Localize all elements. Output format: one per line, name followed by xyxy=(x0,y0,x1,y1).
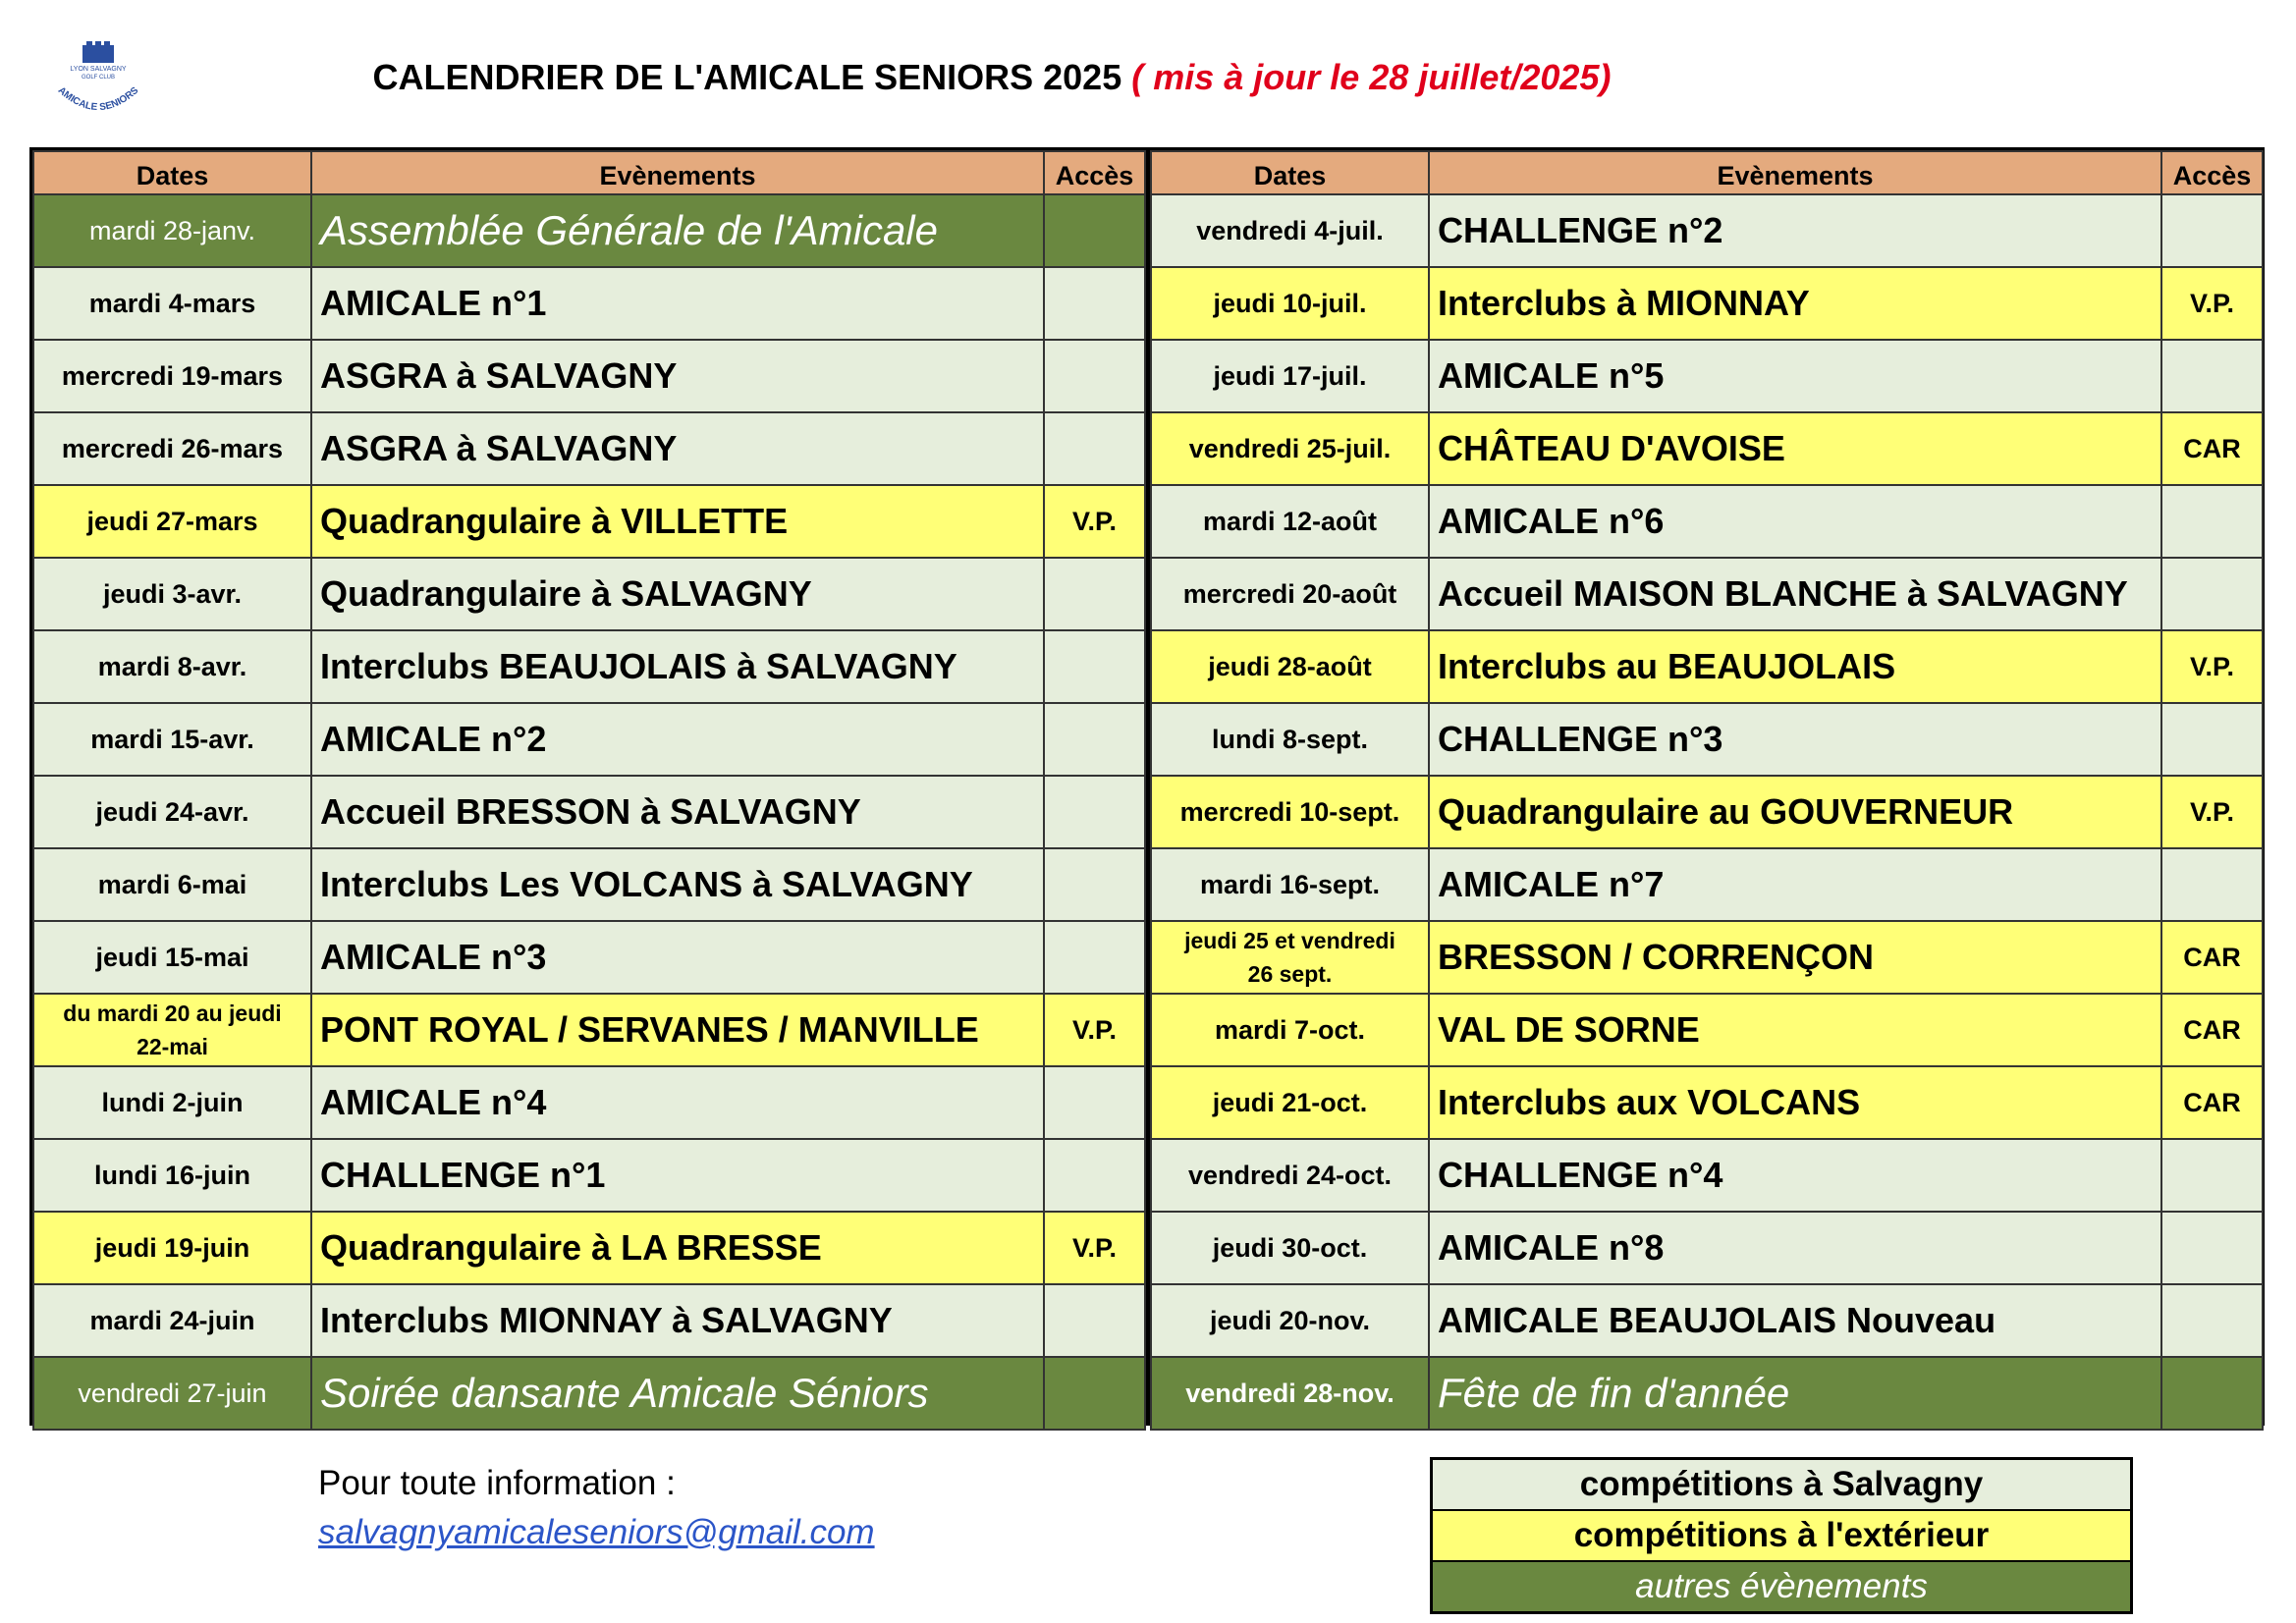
date-day: vendredi xyxy=(1196,215,1307,245)
event-cell: AMICALE n°6 xyxy=(1429,485,2161,558)
calendar-row xyxy=(1151,267,2263,340)
calendar-row xyxy=(1151,1357,2263,1430)
date-value: 4-mars xyxy=(168,288,256,318)
calendar-row xyxy=(1151,558,2263,630)
date-day: jeudi xyxy=(1208,651,1271,681)
logo-line: LYON SALVAGNY xyxy=(70,66,127,73)
calendar-row xyxy=(1151,412,2263,485)
event-cell: Interclubs à MIONNAY xyxy=(1429,267,2161,340)
calendar-row xyxy=(33,630,1145,703)
event-cell: Quadrangulaire à SALVAGNY xyxy=(311,558,1044,630)
date-day: mardi xyxy=(90,724,163,754)
date-cell xyxy=(33,340,311,412)
date-value: 21-oct. xyxy=(1282,1087,1368,1117)
date-value: 17-juil. xyxy=(1283,360,1367,391)
date-day: mercredi xyxy=(1182,578,1295,609)
access-cell: V.P. xyxy=(1044,1212,1145,1284)
date-cell xyxy=(1151,267,1429,340)
date-day: jeudi xyxy=(86,506,149,536)
date-cell xyxy=(33,1066,311,1139)
event-cell: AMICALE BEAUJOLAIS Nouveau xyxy=(1429,1284,2161,1357)
date-day: mercredi xyxy=(61,360,174,391)
date-day: mardi xyxy=(88,215,156,245)
date-cell xyxy=(33,994,311,1066)
date-value: 26-mars xyxy=(181,433,284,463)
calendar-row xyxy=(33,1212,1145,1284)
calendar-row xyxy=(33,848,1145,921)
event-cell: CHALLENGE n°3 xyxy=(1429,703,2161,776)
event-cell: CHALLENGE n°2 xyxy=(1429,194,2161,267)
date-value: 8-avr. xyxy=(177,651,247,681)
calendar-row xyxy=(1151,703,2263,776)
date-day: du mardi 20 au jeudi xyxy=(63,1001,282,1026)
date-day: vendredi xyxy=(1188,433,1300,463)
date-value: 2-juin xyxy=(172,1087,244,1117)
calendar-row xyxy=(33,1284,1145,1357)
calendar-row xyxy=(1151,994,2263,1066)
date-value: 16-sept. xyxy=(1280,869,1381,899)
calendar-table-left xyxy=(32,150,1146,1431)
event-cell: AMICALE n°1 xyxy=(311,267,1044,340)
access-cell xyxy=(1044,776,1145,848)
date-cell xyxy=(33,412,311,485)
date-cell xyxy=(33,194,311,267)
event-cell: Quadrangulaire à LA BRESSE xyxy=(311,1212,1044,1284)
event-cell: PONT ROYAL / SERVANES / MANVILLE xyxy=(311,994,1044,1066)
event-cell: CHALLENGE n°1 xyxy=(311,1139,1044,1212)
access-cell xyxy=(1044,921,1145,994)
event-cell: Interclubs MIONNAY à SALVAGNY xyxy=(311,1284,1044,1357)
header-row xyxy=(1151,151,2263,194)
access-cell xyxy=(1044,1139,1145,1212)
date-value: 19-mars xyxy=(181,360,284,391)
date-day: jeudi xyxy=(94,1232,157,1263)
access-cell xyxy=(1044,558,1145,630)
access-cell xyxy=(1044,412,1145,485)
access-cell xyxy=(1044,703,1145,776)
calendar-row xyxy=(33,921,1145,994)
header-dates: Dates xyxy=(1151,151,1429,194)
date-day: lundi xyxy=(93,1160,158,1190)
calendar-row xyxy=(1151,485,2263,558)
event-cell: CHALLENGE n°4 xyxy=(1429,1139,2161,1212)
date-cell xyxy=(33,267,311,340)
access-cell xyxy=(1044,630,1145,703)
calendar-row xyxy=(1151,848,2263,921)
logo-line: GOLF CLUB xyxy=(81,75,116,81)
event-cell: Accueil MAISON BLANCHE à SALVAGNY xyxy=(1429,558,2161,630)
access-cell: CAR xyxy=(2161,994,2263,1066)
access-cell: V.P. xyxy=(1044,994,1145,1066)
date-value: 27-mars xyxy=(155,506,258,536)
access-cell xyxy=(2161,848,2263,921)
date-value: 12-août xyxy=(1283,506,1378,536)
date-day: lundi xyxy=(1211,724,1276,754)
calendar-row xyxy=(1151,1284,2263,1357)
date-cell xyxy=(33,848,311,921)
date-cell xyxy=(1151,194,1429,267)
calendar-row xyxy=(33,194,1145,267)
date-cell xyxy=(33,703,311,776)
access-cell: V.P. xyxy=(2161,776,2263,848)
access-cell xyxy=(2161,1212,2263,1284)
date-value: 28-janv. xyxy=(162,215,256,245)
calendar-row xyxy=(33,1357,1145,1430)
date-cell xyxy=(1151,630,1429,703)
calendar-row xyxy=(1151,630,2263,703)
event-cell: AMICALE n°2 xyxy=(311,703,1044,776)
event-cell: Quadrangulaire au GOUVERNEUR xyxy=(1429,776,2161,848)
header-dates: Dates xyxy=(33,151,311,194)
calendar-row xyxy=(33,776,1145,848)
calendar-row xyxy=(33,267,1145,340)
rows-right xyxy=(1151,194,2263,1430)
date-cell xyxy=(33,485,311,558)
title-update: ( mis à jour le 28 juillet/2025) xyxy=(1131,57,1612,97)
rows-left xyxy=(33,194,1145,1430)
access-cell: CAR xyxy=(2161,921,2263,994)
calendar-row xyxy=(1151,1212,2263,1284)
event-cell: Fête de fin d'année xyxy=(1429,1357,2161,1430)
header-access: Accès xyxy=(1044,151,1145,194)
date-cell xyxy=(33,630,311,703)
date-day: mardi xyxy=(97,869,171,899)
calendar-panel-right xyxy=(1147,147,2265,1426)
date-value: 24-juin xyxy=(169,1305,255,1335)
date-cell xyxy=(33,776,311,848)
email-link[interactable]: salvagnyamicaleseniors@gmail.com xyxy=(318,1513,875,1551)
legend-away: compétitions à l'extérieur xyxy=(1433,1511,2130,1562)
event-cell: Interclubs Les VOLCANS à SALVAGNY xyxy=(311,848,1044,921)
date-cell xyxy=(33,1212,311,1284)
date-cell xyxy=(1151,994,1429,1066)
access-cell xyxy=(1044,1357,1145,1430)
date-cell xyxy=(1151,1066,1429,1139)
date-day: jeudi xyxy=(1209,1305,1272,1335)
event-cell: AMICALE n°4 xyxy=(311,1066,1044,1139)
date-cell xyxy=(33,1357,311,1430)
date-value: 8-sept. xyxy=(1282,724,1369,754)
date-value: 26 sept. xyxy=(1247,961,1333,987)
club-logo xyxy=(39,39,157,137)
calendar-row xyxy=(33,340,1145,412)
date-value: 27-juin xyxy=(187,1378,267,1408)
calendar-row xyxy=(33,412,1145,485)
date-value: 30-oct. xyxy=(1282,1232,1368,1263)
access-cell xyxy=(1044,194,1145,267)
date-day: jeudi xyxy=(95,796,158,827)
date-cell xyxy=(33,1284,311,1357)
date-day: vendredi xyxy=(1187,1160,1299,1190)
event-cell: Assemblée Générale de l'Amicale xyxy=(311,194,1044,267)
date-value: 15-mai xyxy=(164,942,249,972)
date-value: 7-oct. xyxy=(1294,1014,1366,1045)
access-cell: CAR xyxy=(2161,1066,2263,1139)
date-cell xyxy=(1151,340,1429,412)
event-cell: Interclubs au BEAUJOLAIS xyxy=(1429,630,2161,703)
calendar-row xyxy=(1151,340,2263,412)
access-cell xyxy=(2161,558,2263,630)
date-day: mardi xyxy=(1202,506,1276,536)
header-events: Evènements xyxy=(311,151,1044,194)
date-cell xyxy=(1151,1139,1429,1212)
date-cell xyxy=(1151,921,1429,994)
date-value: 25-juil. xyxy=(1306,433,1392,463)
date-day: mardi xyxy=(88,288,162,318)
date-value: 10-sept. xyxy=(1299,796,1400,827)
legend-home: compétitions à Salvagny xyxy=(1433,1460,2130,1511)
club-crest-icon xyxy=(39,39,157,137)
event-cell: VAL DE SORNE xyxy=(1429,994,2161,1066)
access-cell: V.P. xyxy=(2161,267,2263,340)
date-cell xyxy=(1151,1284,1429,1357)
header-access: Accès xyxy=(2161,151,2263,194)
date-day: jeudi xyxy=(1213,288,1276,318)
date-day: jeudi xyxy=(1213,360,1276,391)
calendar-row xyxy=(1151,921,2263,994)
calendar-table-right xyxy=(1150,150,2264,1431)
event-cell: ASGRA à SALVAGNY xyxy=(311,412,1044,485)
date-value: 4-juil. xyxy=(1314,215,1384,245)
access-cell xyxy=(2161,485,2263,558)
info-text: Pour toute information : xyxy=(318,1464,676,1502)
date-value: 22-mai xyxy=(137,1034,208,1059)
date-day: jeudi 25 et vendredi xyxy=(1184,928,1395,953)
logo-arc-text: AMICALE SENIORS xyxy=(55,84,141,114)
event-cell: Soirée dansante Amicale Séniors xyxy=(311,1357,1044,1430)
calendar-row xyxy=(33,994,1145,1066)
date-day: mardi xyxy=(89,1305,162,1335)
date-value: 28-nov. xyxy=(1303,1378,1394,1408)
date-value: 10-juil. xyxy=(1283,288,1367,318)
date-cell xyxy=(1151,1212,1429,1284)
legend-other: autres évènements xyxy=(1433,1562,2130,1611)
calendar-row xyxy=(1151,194,2263,267)
date-day: mercredi xyxy=(1179,796,1292,827)
date-cell xyxy=(1151,485,1429,558)
access-cell xyxy=(1044,340,1145,412)
color-legend xyxy=(1430,1457,2133,1614)
access-cell xyxy=(2161,703,2263,776)
date-cell xyxy=(1151,412,1429,485)
access-cell xyxy=(1044,267,1145,340)
date-day: lundi xyxy=(101,1087,165,1117)
header-row xyxy=(33,151,1145,194)
date-value: 6-mai xyxy=(177,869,247,899)
event-cell: Quadrangulaire à VILLETTE xyxy=(311,485,1044,558)
date-day: mardi xyxy=(1214,1014,1287,1045)
event-cell: CHÂTEAU D'AVOISE xyxy=(1429,412,2161,485)
event-cell: ASGRA à SALVAGNY xyxy=(311,340,1044,412)
calendar-panel-left xyxy=(29,147,1147,1426)
access-cell: V.P. xyxy=(2161,630,2263,703)
page-title xyxy=(187,57,1797,98)
date-day: mercredi xyxy=(61,433,174,463)
calendar-row xyxy=(1151,776,2263,848)
access-cell xyxy=(2161,340,2263,412)
event-cell: Accueil BRESSON à SALVAGNY xyxy=(311,776,1044,848)
calendar-row xyxy=(1151,1066,2263,1139)
access-cell xyxy=(2161,1284,2263,1357)
calendar-row xyxy=(33,703,1145,776)
event-cell: Interclubs aux VOLCANS xyxy=(1429,1066,2161,1139)
access-cell: CAR xyxy=(2161,412,2263,485)
access-cell xyxy=(1044,848,1145,921)
calendar-row xyxy=(1151,1139,2263,1212)
date-day: jeudi xyxy=(1212,1232,1275,1263)
calendar-row xyxy=(33,485,1145,558)
access-cell xyxy=(2161,1139,2263,1212)
date-value: 19-juin xyxy=(164,1232,250,1263)
date-day: jeudi xyxy=(95,942,158,972)
access-cell xyxy=(2161,1357,2263,1430)
date-value: 24-avr. xyxy=(164,796,249,827)
date-day: jeudi xyxy=(102,578,165,609)
event-cell: AMICALE n°3 xyxy=(311,921,1044,994)
title-main: CALENDRIER DE L'AMICALE SENIORS 2025 xyxy=(372,57,1122,97)
date-cell xyxy=(1151,776,1429,848)
access-cell xyxy=(1044,1066,1145,1139)
date-value: 20-août xyxy=(1302,578,1397,609)
event-cell: AMICALE n°5 xyxy=(1429,340,2161,412)
event-cell: BRESSON / CORRENÇON xyxy=(1429,921,2161,994)
event-cell: AMICALE n°7 xyxy=(1429,848,2161,921)
date-value: 24-oct. xyxy=(1306,1160,1393,1190)
access-cell xyxy=(1044,1284,1145,1357)
date-cell xyxy=(1151,848,1429,921)
header-events: Evènements xyxy=(1429,151,2161,194)
date-value: 15-avr. xyxy=(170,724,254,754)
calendar-row xyxy=(33,1066,1145,1139)
event-cell: AMICALE n°8 xyxy=(1429,1212,2161,1284)
date-cell xyxy=(1151,1357,1429,1430)
date-value: 3-avr. xyxy=(172,578,243,609)
date-cell xyxy=(33,1139,311,1212)
date-value: 20-nov. xyxy=(1279,1305,1371,1335)
access-cell xyxy=(2161,194,2263,267)
date-day: mardi xyxy=(97,651,171,681)
event-cell: Interclubs BEAUJOLAIS à SALVAGNY xyxy=(311,630,1044,703)
date-cell xyxy=(1151,558,1429,630)
access-cell: V.P. xyxy=(1044,485,1145,558)
contact-info xyxy=(318,1459,875,1557)
date-cell xyxy=(1151,703,1429,776)
date-day: vendredi xyxy=(78,1378,180,1408)
calendar-row xyxy=(33,558,1145,630)
date-value: 16-juin xyxy=(164,1160,250,1190)
date-day: mardi xyxy=(1199,869,1273,899)
date-day: vendredi xyxy=(1185,1378,1296,1408)
date-cell xyxy=(33,558,311,630)
calendar-row xyxy=(33,1139,1145,1212)
date-value: 28-août xyxy=(1277,651,1372,681)
date-day: jeudi xyxy=(1212,1087,1275,1117)
date-cell xyxy=(33,921,311,994)
